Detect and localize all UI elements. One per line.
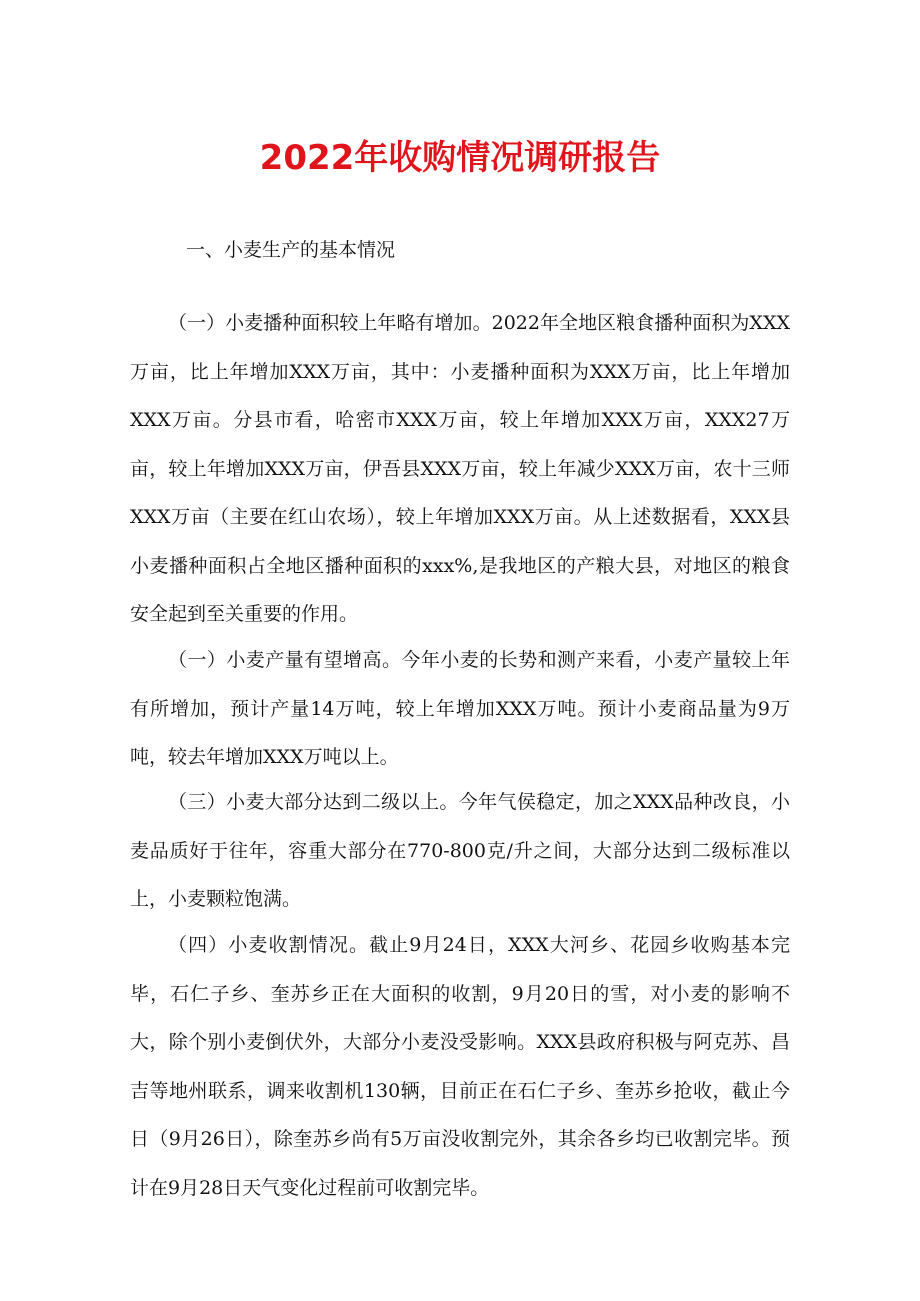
section-heading: 一、小麦生产的基本情况 <box>186 239 396 261</box>
document-title: 2022年收购情况调研报告 <box>259 138 661 178</box>
paragraph-quality: （三）小麦大部分达到二级以上。今年气侯稳定，加之XXX品种改良，小麦品质好于往年，容重大部分在770-800克/升之间，大部分达到二级标准以上，小麦颗粒饱满。 <box>130 791 790 910</box>
paragraph-yield: （一）小麦产量有望增高。今年小麦的长势和测产来看，小麦产量较上年有所增加，预计产量14万吨，较上年增加XXX万吨。预计小麦商品量为9万吨，较去年增加XXX万吨以上。 <box>130 649 790 768</box>
paragraph-sowing-area: （一）小麦播种面积较上年略有增加。2022年全地区粮食播种面积为XXX万亩，比上年增加XXX万亩，其中：小麦播种面积为XXX万亩，比上年增加XXX万亩。分县市看，哈密市XXX万亩，较上年增加XXX万亩，XXX27万亩，较上年增加XXX万亩，伊吾县XXX万亩，较上年减少XXX万亩，农十三师XXX万亩（主要在红山农场），较上年增加XXX万亩。从上述数据看，XXX县小麦播种面积占全地区播种面积的xxx%,是我地区的产粮大县，对地区的粮食安全起到至关重要的作用。 <box>130 312 790 625</box>
paragraph-harvest: （四）小麦收割情况。截止9月24日，XXX大河乡、花园乡收购基本完毕，石仁子乡、奎苏乡正在大面积的收割，9月20日的雪，对小麦的影响不大，除个别小麦倒伏外，大部分小麦没受影响。XXX县政府积极与阿克苏、昌吉等地州联系，调来收割机130辆，目前正在石仁子乡、奎苏乡抢收，截止今日（9月26日），除奎苏乡尚有5万亩没收割完外，其余各乡均已收割完毕。预计在9月28日天气变化过程前可收割完毕。 <box>130 934 790 1199</box>
